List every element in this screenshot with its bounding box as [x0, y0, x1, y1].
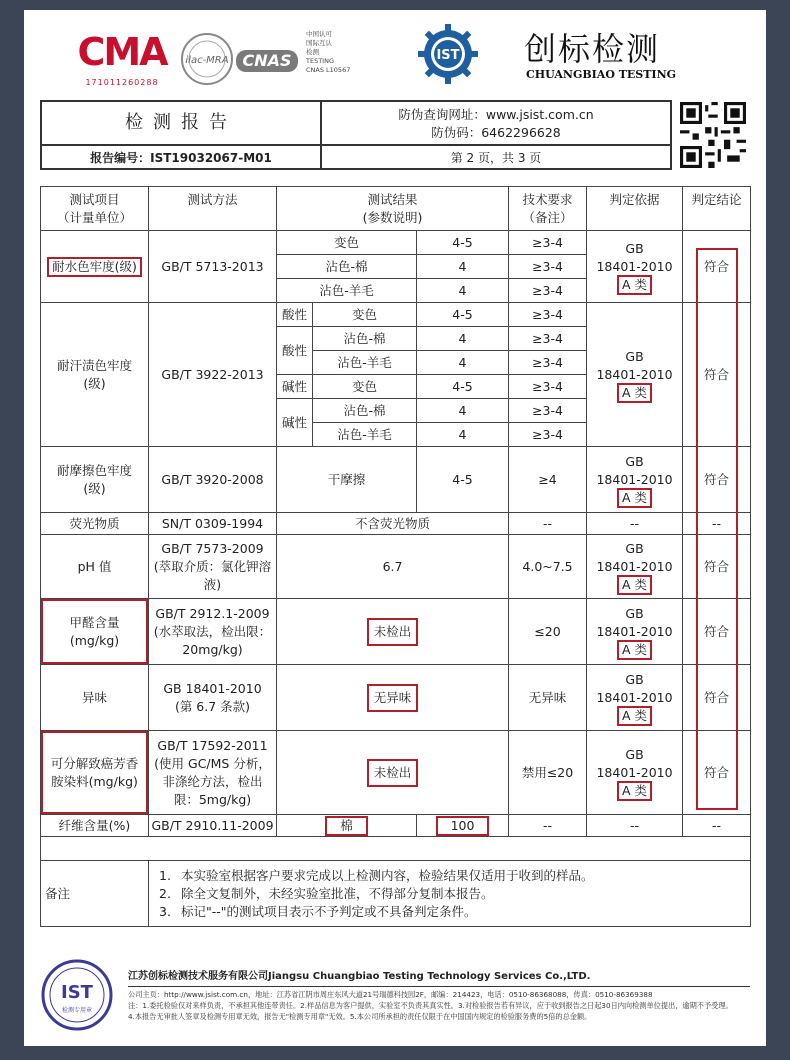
table-row: 碱性 变色 4-5 ≥3-4: [41, 375, 751, 399]
item-fluorescent: 荧光物质: [41, 513, 149, 535]
item-formaldehyde: 甲醛含量 (mg/kg): [41, 599, 149, 665]
conclusion-sweat: 符合: [683, 303, 751, 447]
table-row: 耐汗渍色牢度 (级) GB/T 3922-2013 酸性 变色 4-5 ≥3-4 GB 18401-2010 A 类 符合: [41, 303, 751, 327]
table-row: 荧光物质 SN/T 0309-1994 不含荧光物质 -- -- --: [41, 513, 751, 535]
footer-note-1: 注：1.委托检验仅对来样负责，不承担其他连带责任。2.样品信息为客户提供，实验室不负责其真实性。3.对检验报告若有异议，应于收到报告之日起30日内向检测单位提出，逾期不予受理。: [128, 1001, 733, 1010]
remarks-label: 备注: [41, 861, 149, 927]
basis-water: GB 18401-2010 A 类: [587, 231, 683, 303]
report-number: 报告编号：IST19032067-M01: [42, 146, 322, 170]
qr-code-icon: [680, 102, 746, 168]
footer: [40, 956, 750, 1036]
table-header-row: [41, 187, 751, 231]
cma-logo: [72, 30, 172, 90]
cnas-label: CNAS: [236, 50, 298, 72]
remark-item: 1. 本实验室根据客户要求完成以上检测内容，检验结果仅适用于收到的样品。: [159, 867, 594, 883]
conclusion-formaldehyde: 符合: [683, 599, 751, 665]
footer-note-2: 4.本报告无审批人签章及检测专用章无效，报告无"检测专用章"无效。5.本公司所承担的责任仅限于在中国国内规定的检验服务费的5倍的总金额。: [128, 1012, 592, 1021]
conclusion-ph: 符合: [683, 535, 751, 599]
ist-logo-text: IST: [436, 48, 460, 63]
header-item: 测试项目 （计量单位）: [41, 187, 149, 231]
basis-odor: GB 18401-2010 A 类: [587, 665, 683, 731]
header-requirement: 技术要求 （备注）: [509, 187, 587, 231]
cnas-info-line: 中国认可: [306, 30, 332, 38]
table-row: 沾色-棉 4 ≥3-4: [41, 255, 751, 279]
security-code: 防伪码：6462296628: [431, 125, 561, 140]
remarks-content: [149, 861, 751, 927]
item-fiber: 纤维含量(%): [41, 815, 149, 837]
ist-seal-icon: [40, 958, 114, 1032]
cnas-info-line: TESTING: [306, 57, 334, 65]
test-results-table: [40, 186, 751, 927]
table-row: 甲醛含量 (mg/kg) GB/T 2912.1-2009 (水萃取法，检出限： 20mg/kg) 未检出 ≤20 GB 18401-2010 A 类 符合: [41, 599, 751, 665]
acid-label: 酸性: [277, 327, 313, 375]
page-info: 第 2 页，共 3 页: [450, 151, 542, 165]
remarks-row: [41, 861, 751, 927]
conclusion-water: 符合: [683, 231, 751, 303]
conclusion-highlight-box: [696, 248, 738, 810]
ist-gear-logo: [416, 22, 480, 86]
report-title-block: [40, 100, 672, 170]
table-spacer-row: [41, 837, 751, 861]
table-row: 异味 GB 18401-2010 (第 6.7 条款) 无异味 无异味 GB 18401-2010 A 类 符合: [41, 665, 751, 731]
header-method: 测试方法: [149, 187, 277, 231]
ilac-label: ilac-MRA: [185, 55, 229, 66]
conclusion-odor: 符合: [683, 665, 751, 731]
cnas-info: [306, 30, 386, 75]
cnas-info-line: 国际互认: [306, 39, 332, 47]
table-row: 酸性 沾色-棉 4 ≥3-4: [41, 327, 751, 351]
method-water: GB/T 5713-2013: [149, 231, 277, 303]
table-row: 纤维含量(%) GB/T 2910.11-2009 棉 100 -- -- --: [41, 815, 751, 837]
cnas-info-line: 检测: [306, 48, 319, 56]
acid-label: 酸性: [277, 303, 313, 327]
header-result: 测试结果 (参数说明): [277, 187, 509, 231]
ilac-mra-logo: [180, 32, 234, 86]
table-row: 可分解致癌芳香 胺染料(mg/kg) GB/T 17592-2011 (使用 GC/MS 分析， 非涤纶方法，检出 限：5mg/kg) 未检出 禁用≤20 GB 18401-2010 A 类 符合: [41, 731, 751, 815]
table-row: pH 值 GB/T 7573-2009 (萃取介质：氯化钾溶 液) 6.7 4.0~7.5 GB 18401-2010 A 类 符合: [41, 535, 751, 599]
footer-company: 江苏创标检测技术服务有限公司Jiangsu Chuangbiao Testing Technology Services Co.,LTD.: [128, 971, 591, 982]
basis-formaldehyde: GB 18401-2010 A 类: [587, 599, 683, 665]
item-rubbing-fastness: 耐摩擦色牢度 (级): [41, 447, 149, 513]
item-aromatic-amine: 可分解致癌芳香 胺染料(mg/kg): [41, 731, 149, 815]
item-odor: 异味: [41, 665, 149, 731]
anti-counterfeit-info: [322, 102, 670, 146]
table-row: 沾色-羊毛 4 ≥3-4: [41, 423, 751, 447]
report-page: [24, 10, 766, 1046]
remark-item: 2. 除全文复制外，未经实验室批准，不得部分复制本报告。: [159, 885, 494, 901]
conclusion-amine: 符合: [683, 731, 751, 815]
table-row: 耐摩擦色牢度 (级) GB/T 3920-2008 干摩擦 4-5 ≥4 GB 18401-2010 A 类 符合: [41, 447, 751, 513]
cma-code: 171011260288: [85, 78, 159, 87]
query-site: 防伪查询网址：www.jsist.com.cn: [398, 107, 594, 122]
header-conclusion: 判定结论: [683, 187, 751, 231]
basis-rub: GB 18401-2010 A 类: [587, 447, 683, 513]
table-row: 耐水色牢度(级) GB/T 5713-2013 变色 4-5 ≥3-4 GB 18401-2010 A 类 符合: [41, 231, 751, 255]
cma-letters: CMA: [77, 30, 167, 74]
footer-text: [128, 970, 750, 1022]
footer-contact: 公司主页：http://www.jsist.com.cn，地址：江苏省江阴市周庄东风大道21号瑞德科技园2F，邮编：214423，电话：0510-86368088，传真：0510-86369388: [128, 990, 653, 999]
table-row: 沾色-羊毛 4 ≥3-4: [41, 279, 751, 303]
seal-sub: 检测专用章: [61, 1007, 93, 1014]
item-sweat-fastness: 耐汗渍色牢度 (级): [41, 303, 149, 447]
cnas-logo: [236, 32, 298, 86]
remark-item: 3. 标记"--"的测试项目表示不予判定或不具备判定条件。: [159, 903, 477, 919]
seal-text: IST: [61, 982, 93, 1003]
conclusion-rub: 符合: [683, 447, 751, 513]
alkali-label: 碱性: [277, 375, 313, 399]
report-title: 检测报告: [42, 102, 322, 146]
company-name-cn: 创标检测: [524, 30, 661, 68]
company-name-en: CHUANGBIAO TESTING: [525, 68, 677, 81]
cnas-info-line: CNAS L10567: [306, 66, 351, 74]
table-row: 碱性 沾色-棉 4 ≥3-4: [41, 399, 751, 423]
item-ph: pH 值: [41, 535, 149, 599]
header-basis: 判定依据: [587, 187, 683, 231]
method-sweat: GB/T 3922-2013: [149, 303, 277, 447]
alkali-label: 碱性: [277, 399, 313, 447]
basis-amine: GB 18401-2010 A 类: [587, 731, 683, 815]
basis-sweat: GB 18401-2010 A 类: [587, 303, 683, 447]
basis-ph: GB 18401-2010 A 类: [587, 535, 683, 599]
table-row: 沾色-羊毛 4 ≥3-4: [41, 351, 751, 375]
item-water-fastness: 耐水色牢度(级): [41, 231, 149, 303]
